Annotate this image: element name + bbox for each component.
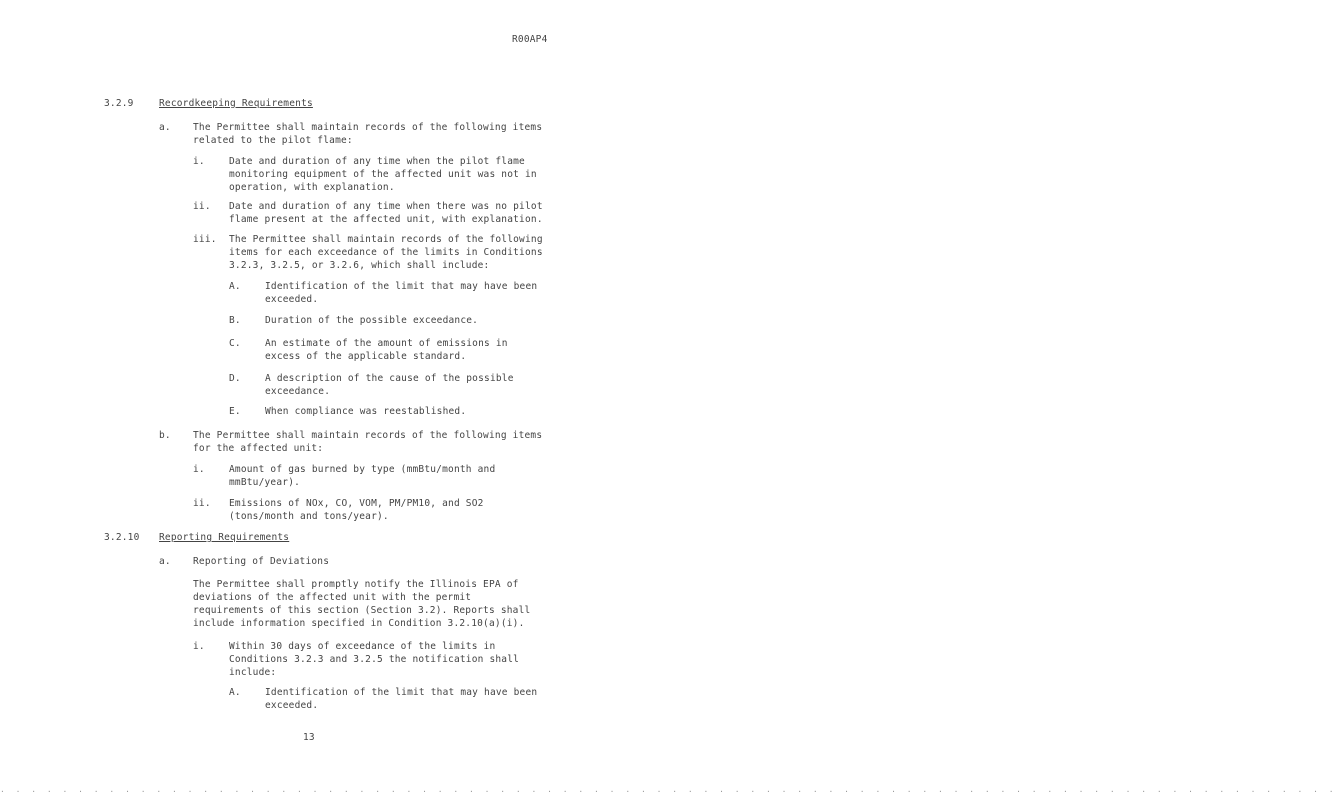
paragraph-line: When compliance was reestablished. xyxy=(265,406,467,417)
item-label: i. xyxy=(193,156,205,167)
paragraph-line: excess of the applicable standard. xyxy=(265,351,467,362)
paragraph-line: Date and duration of any time when the pilot flame xyxy=(229,156,525,167)
item-label: A. xyxy=(229,281,241,292)
section-title: Reporting Requirements xyxy=(159,532,290,543)
paragraph-line: related to the pilot flame: xyxy=(193,135,353,146)
paragraph-line: A description of the cause of the possible xyxy=(265,373,514,384)
paragraph-line: exceedance. xyxy=(265,386,331,397)
item-label: b. xyxy=(159,430,171,441)
paragraph-line: The Permittee shall promptly notify the Illinois EPA of xyxy=(193,579,519,590)
item-label: B. xyxy=(229,315,241,326)
paragraph-line: items for each exceedance of the limits in Conditions xyxy=(229,247,543,258)
paragraph-line: Date and duration of any time when there was no pilot xyxy=(229,201,543,212)
paragraph-line: include information specified in Condition 3.2.10(a)(i). xyxy=(193,618,525,629)
page-number: 13 xyxy=(303,732,315,743)
subsection-title: Reporting of Deviations xyxy=(193,556,330,567)
item-label: a. xyxy=(159,556,171,567)
section-title: Recordkeeping Requirements xyxy=(159,98,313,109)
paragraph-line: operation, with explanation. xyxy=(229,182,395,193)
item-label: i. xyxy=(193,464,205,475)
paragraph-line: Within 30 days of exceedance of the limits in xyxy=(229,641,496,652)
section-number: 3.2.9 xyxy=(104,98,134,109)
paragraph-line: An estimate of the amount of emissions in xyxy=(265,338,508,349)
item-label: A. xyxy=(229,687,241,698)
paragraph-line: flame present at the affected unit, with explanation. xyxy=(229,214,543,225)
paragraph-line: include: xyxy=(229,667,277,678)
paragraph-line: requirements of this section (Section 3.2). Reports shall xyxy=(193,605,531,616)
item-label: a. xyxy=(159,122,171,133)
paragraph-line: Identification of the limit that may have been xyxy=(265,281,538,292)
item-label: ii. xyxy=(193,498,211,509)
paragraph-line: mmBtu/year). xyxy=(229,477,301,488)
item-label: iii. xyxy=(193,234,217,245)
paragraph-line: The Permittee shall maintain records of the following items xyxy=(193,430,543,441)
paragraph-line: exceeded. xyxy=(265,700,319,711)
item-label: D. xyxy=(229,373,241,384)
paragraph-line: (tons/month and tons/year). xyxy=(229,511,389,522)
paragraph-line: monitoring equipment of the affected unit was not in xyxy=(229,169,537,180)
paragraph-line: Amount of gas burned by type (mmBtu/month and xyxy=(229,464,496,475)
scan-edge-dots: · · · · · · · · · · · · · · · · · · · · · · · · · · · · · · · · · · · · · · · · · · · · · · · · · · · · · · · · · · · · · · · · · · · · · · · · · · · · · · · · · · · · · · xyxy=(0,787,1337,796)
paragraph-line: deviations of the affected unit with the permit xyxy=(193,592,472,603)
paragraph-line: for the affected unit: xyxy=(193,443,324,454)
item-label: ii. xyxy=(193,201,211,212)
paragraph-line: Duration of the possible exceedance. xyxy=(265,315,479,326)
paragraph-line: Conditions 3.2.3 and 3.2.5 the notification shall xyxy=(229,654,520,665)
paragraph-line: 3.2.3, 3.2.5, or 3.2.6, which shall include: xyxy=(229,260,490,271)
paragraph-line: exceeded. xyxy=(265,294,319,305)
paragraph-line: Emissions of NOx, CO, VOM, PM/PM10, and SO2 xyxy=(229,498,484,509)
item-label: C. xyxy=(229,338,241,349)
paragraph-line: The Permittee shall maintain records of the following xyxy=(229,234,543,245)
document-id: R00AP4 xyxy=(512,34,548,45)
item-label: i. xyxy=(193,641,205,652)
section-number: 3.2.10 xyxy=(104,532,140,543)
paragraph-line: Identification of the limit that may have been xyxy=(265,687,538,698)
paragraph-line: The Permittee shall maintain records of the following items xyxy=(193,122,543,133)
item-label: E. xyxy=(229,406,241,417)
